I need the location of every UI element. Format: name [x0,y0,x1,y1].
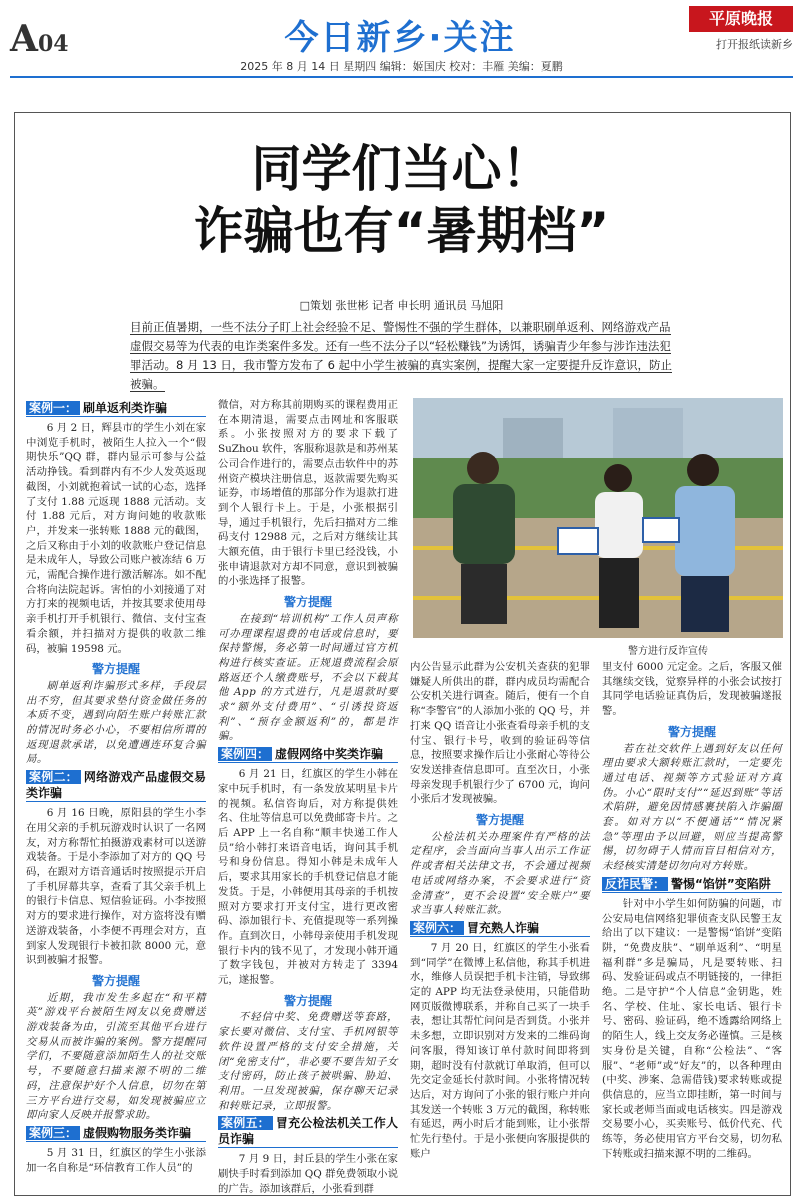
case-heading: 案例六： 冒充熟人诈骗 [410,920,590,937]
case-heading: 案例二： 网络游戏产品虚假交易类诈骗 [26,770,206,801]
case-heading: 反诈民警： 警惕“馅饼”变陷阱 [602,876,782,893]
top-rule [10,76,793,78]
masthead [0,0,803,73]
case-text: 微信，对方称其前期购买的课程费用正在本期清退，需要点击网址和客服联系。小张按照对方的要求下载了 SuZhou 软件，客服称退款是和苏州某公司合作进行的，需要点击软件中的苏州资产模块注册信息，返款需要先购买证券，市场增值的那部分作为退款打进到个人银行卡上。于是，小张根据引导，通过手机银行，先后扫描对方二维码支付 12988 元，之后对方继续让其大额充值，由于银行卡里已经没钱，小张申请退款对方却不同意，意识到被骗的小张选择了报警。 [218,399,398,588]
tip-heading: 警方提醒 [91,973,140,988]
newspaper-logo: 平原晚报 [689,6,793,32]
case-text: 针对中小学生如何防骗的问题，市公安局电信网络犯罪侦查支队民警王友给出了以下建议：一是警惕“馅饼”变陷阱，“免费皮肤”、“刷单返利”、“明星福利群”多是骗局，凡是要转账、扫码、发验证码或点不明链接的，一律拒绝。二是守护“个人信息”金钥匙，姓名、学校、住址、家长电话、银行卡号、密码、验证码，绝不透露给网络上的陌生人，线上交友务必谨慎。三是核实身份是关键，自称“公检法”、“客服”、“老师”或“好友”的，以各种理由(中奖、涉案、急需借钱)要求转账或提供信息的，应当立即挂断，第一时间与家长或老师当面或电话核实。四是游戏交易要小心，买卖账号、低价代充、代练等，务必使用官方平台交易，切勿私下转账或扫描来源不明的二维码。 [602,897,782,1160]
tip-heading: 警方提醒 [475,813,524,828]
dateline: 2025 年 8 月 14 日 星期四 编辑：姬国庆 校对：丰雁 美编：夏鹏 [240,60,563,73]
case-text: 6 月 16 日晚，原阳县的学生小李在用父亲的手机玩游戏时认识了一名网友，对方称帮忙拍摄游戏素材可以送游戏装备。于是小李添加了对方的 QQ 号码，在跟对方语音通话时按照提示开启了手机屏幕共享，查看了其父亲手机上的银行卡信息、短信验证码。小李按照对方的要求进行操作，对方盗将没有赠送游戏装备，小李便不再理会对方，直到家人发现银行卡被扣款 8000 元，意识到被骗才报警。 [26,807,206,967]
column-3 [410,660,590,1190]
case-text: 6 月 2 日，辉县市的学生小刘在家中浏览手机时，被陌生人拉入一个“假期快乐”QQ 群，群内显示可参与公益活动挣钱。看到群内有不少人发英返现截图，小刘就抱着试一试的心态，选择了支付 1.88 元返现 1888 元活动。支付 1.88 元后，对方询问她的收款账户，并发来一张转账 1888 元的截图，之后又称由于小刘的收款账户登记信息是未成年人，导致公司账户被冻结 6 万元，需配合操作进行激活解冻。如不配合将向法院起诉。害怕的小刘接通了对方打来的视频电话，并按其要求使用母亲手机打开手机银行、微信、支付宝查看余额，并扫描对方提供的收款二维码，被骗 19598 元。 [26,422,206,655]
photo-illustration [413,398,783,638]
column-4 [602,660,782,1190]
section-title: 今日新乡·关注 [284,18,516,58]
news-photo [413,398,783,638]
case-text: 内公告显示此群为公安机关查获的犯罪嫌疑人所供出的群，群内成员均需配合公安机关进行调查。随后，便有一个自称“李警官”的人添加小张的 QQ 号，并打来 QQ 语音让小张查看母亲手机的支付宝、银行卡号，收到的验证码等信息，按照要求操作后让小张耐心等待公安发送排查信息即可。直至次日，小张母亲发现手机银行少了 6700 元，询问小张后才发现被骗。 [410,661,590,806]
tip-heading: 警方提醒 [283,993,332,1008]
headline: 同学们当心！ 诈骗也有“暑期档” [193,140,610,260]
case-text: 7 月 20 日，红旗区的学生小张看到“同学”在微博上私信他，称其手机进水，维修人员误把手机卡注销，导致绑定的 APP 均无法登录使用，只能借助网页版微博联系，并称自己买了一块手表，想让其帮忙问问是否到货。小张并未多想，立即识别对方发来的二维码询问客服，得知该订单付款时间即将到期，超时没有付款就订单取消，但可以先交定金延长付款时间。小张将情况转达后，对方询问了小张的银行账户并向其发送一个转账 3 万元的截图，称转账有延迟，两小时后才能到账，让小张帮忙先行垫付。于是小张便向客服提供的账户 [410,941,590,1160]
case-text: 7 月 9 日，封丘县的学生小张在家刷快手时看到添加 QQ 群免费领取小说的广告。添加该群后，小张看到群 [218,1153,398,1195]
column-1 [26,398,206,1188]
case-heading: 案例一： 刷单返利类诈骗 [26,400,206,417]
tip-text: 近期，我市发生多起在“和平精英”游戏平台被陌生网友以免费赠送游戏装备为由，引流至其他平台进行交易从而被诈骗的案例。警方提醒同学们，不要随意添加陌生人的社交账号，不要随意扫描来源不明的二维码，注意保护好个人信息，切勿在第三方平台进行交易，如发现被骗应立即向家人反映并报警求助。 [26,991,206,1122]
byline: □策划 张世彬 记者 申长明 通讯员 马旭阳 [299,299,504,312]
column-2 [218,398,398,1195]
slogan: 打开报纸读新乡 [716,38,793,51]
tip-text: 公检法机关办理案件有严格的法定程序，会当面向当事人出示工作证件或者相关法律文书，不会通过视频电话或网络办案，不会要求进行“资金清查”，更不会设置“安全账户”要求当事人转账汇款。 [410,830,590,917]
case-heading: 案例五： 冒充公检法机关工作人员诈骗 [218,1116,398,1147]
tip-heading: 警方提醒 [91,662,140,677]
case-heading: 案例三： 虚假购物服务类诈骗 [26,1125,206,1142]
tip-text: 刷单返利诈骗形式多样，手段层出不穷，但其要求垫付资金做任务的本质不变，遇到向陌生账户转账汇款的情况时务必小心，不要相信所谓的返现退款承诺，以免遭遇连环复合骗局。 [26,679,206,766]
tip-text: 在接到“培训机构”工作人员声称可办理课程退费的电话或信息时，要保持警惕，务必第一时间通过官方机构进行核实查证。正规退费流程会原路返还个人缴费账号，不会以下载其他 App 的方式进行，凡是退款时要求“额外支付费用”、“引诱投资返利”、“预存金额返利”的，都是诈骗。 [218,612,398,743]
tip-text: 不轻信中奖、免费赠送等套路，家长要对微信、支付宝、手机网银等软件设置严格的支付安全措施，关闭“免密支付”，非必要不要告知子女支付密码，防止孩子被哄骗、胁迫、利用。一旦发现被骗，保存聊天记录和转账记录，立即报警。 [218,1011,398,1112]
case-heading: 案例四： 虚假网络中奖类诈骗 [218,746,398,763]
case-text: 里支付 6000 元定金。之后，客服又催其继续交钱，觉察异样的小张会试按打其同学电话验证真伪后，发现被骗遂报警。 [602,661,782,718]
tip-heading: 警方提醒 [283,595,332,610]
page-number: A04 [10,18,69,60]
tip-text: 若在社交软件上遇到好友以任何理由要求大额转账汇款时，一定要先通过电话、视频等方式验证对方真伪。小心“限时支付”“延迟到账”等话术陷阱，避免因情感裹挟陷入诈骗圈套。如对方以“不便通话”“情况紧急”等理由予以回避，则应当提高警惕，切勿碍于人情而盲目相信对方，未经核实清楚切勿向对方转账。 [602,742,782,873]
case-text: 6 月 21 日，红旗区的学生小韩在家中玩手机时，有一条发放某明星卡片的视频。私信咨询后，对方称提供姓名、住址等信息可以免费邮寄卡片。之后 APP 上一名自称“顺丰快递工作人员”给小韩打来语音电话，询问其手机号和身份信息。得知小韩是未成年人后，要求其用家长的手机登记信息才能发货。于是，小韩便用其母亲的手机按照对方要求打开支付宝，进行更改密码、添加银行卡、充值提现等一系列操作。直到次日，小韩母亲使用手机发现银行卡内的钱不见了，才发现小韩开通了数字钱包，并被对方转走了 3394 元，遂报警。 [218,768,398,987]
lead-paragraph: 目前正值暑期，一些不法分子盯上社会经验不足、警惕性不强的学生群体，以兼职刷单返利、网络游戏产品虚假交易等为代表的电诈类案件多发。还有一些不法分子以“轻松赚钱”为诱饵，诱骗青少年参与涉诈违法犯罪活动。8 月 13 日，我市警方发布了 6 起中小学生被骗的真实案例，提醒大家一定要提升反诈意识，防止被骗。 [130,320,673,391]
tip-heading: 警方提醒 [667,724,716,739]
case-text: 5 月 31 日，红旗区的学生小张添加一名自称是“环信教育工作人员”的 [26,1146,206,1174]
photo-caption: 警方进行反诈宣传 [628,646,708,657]
